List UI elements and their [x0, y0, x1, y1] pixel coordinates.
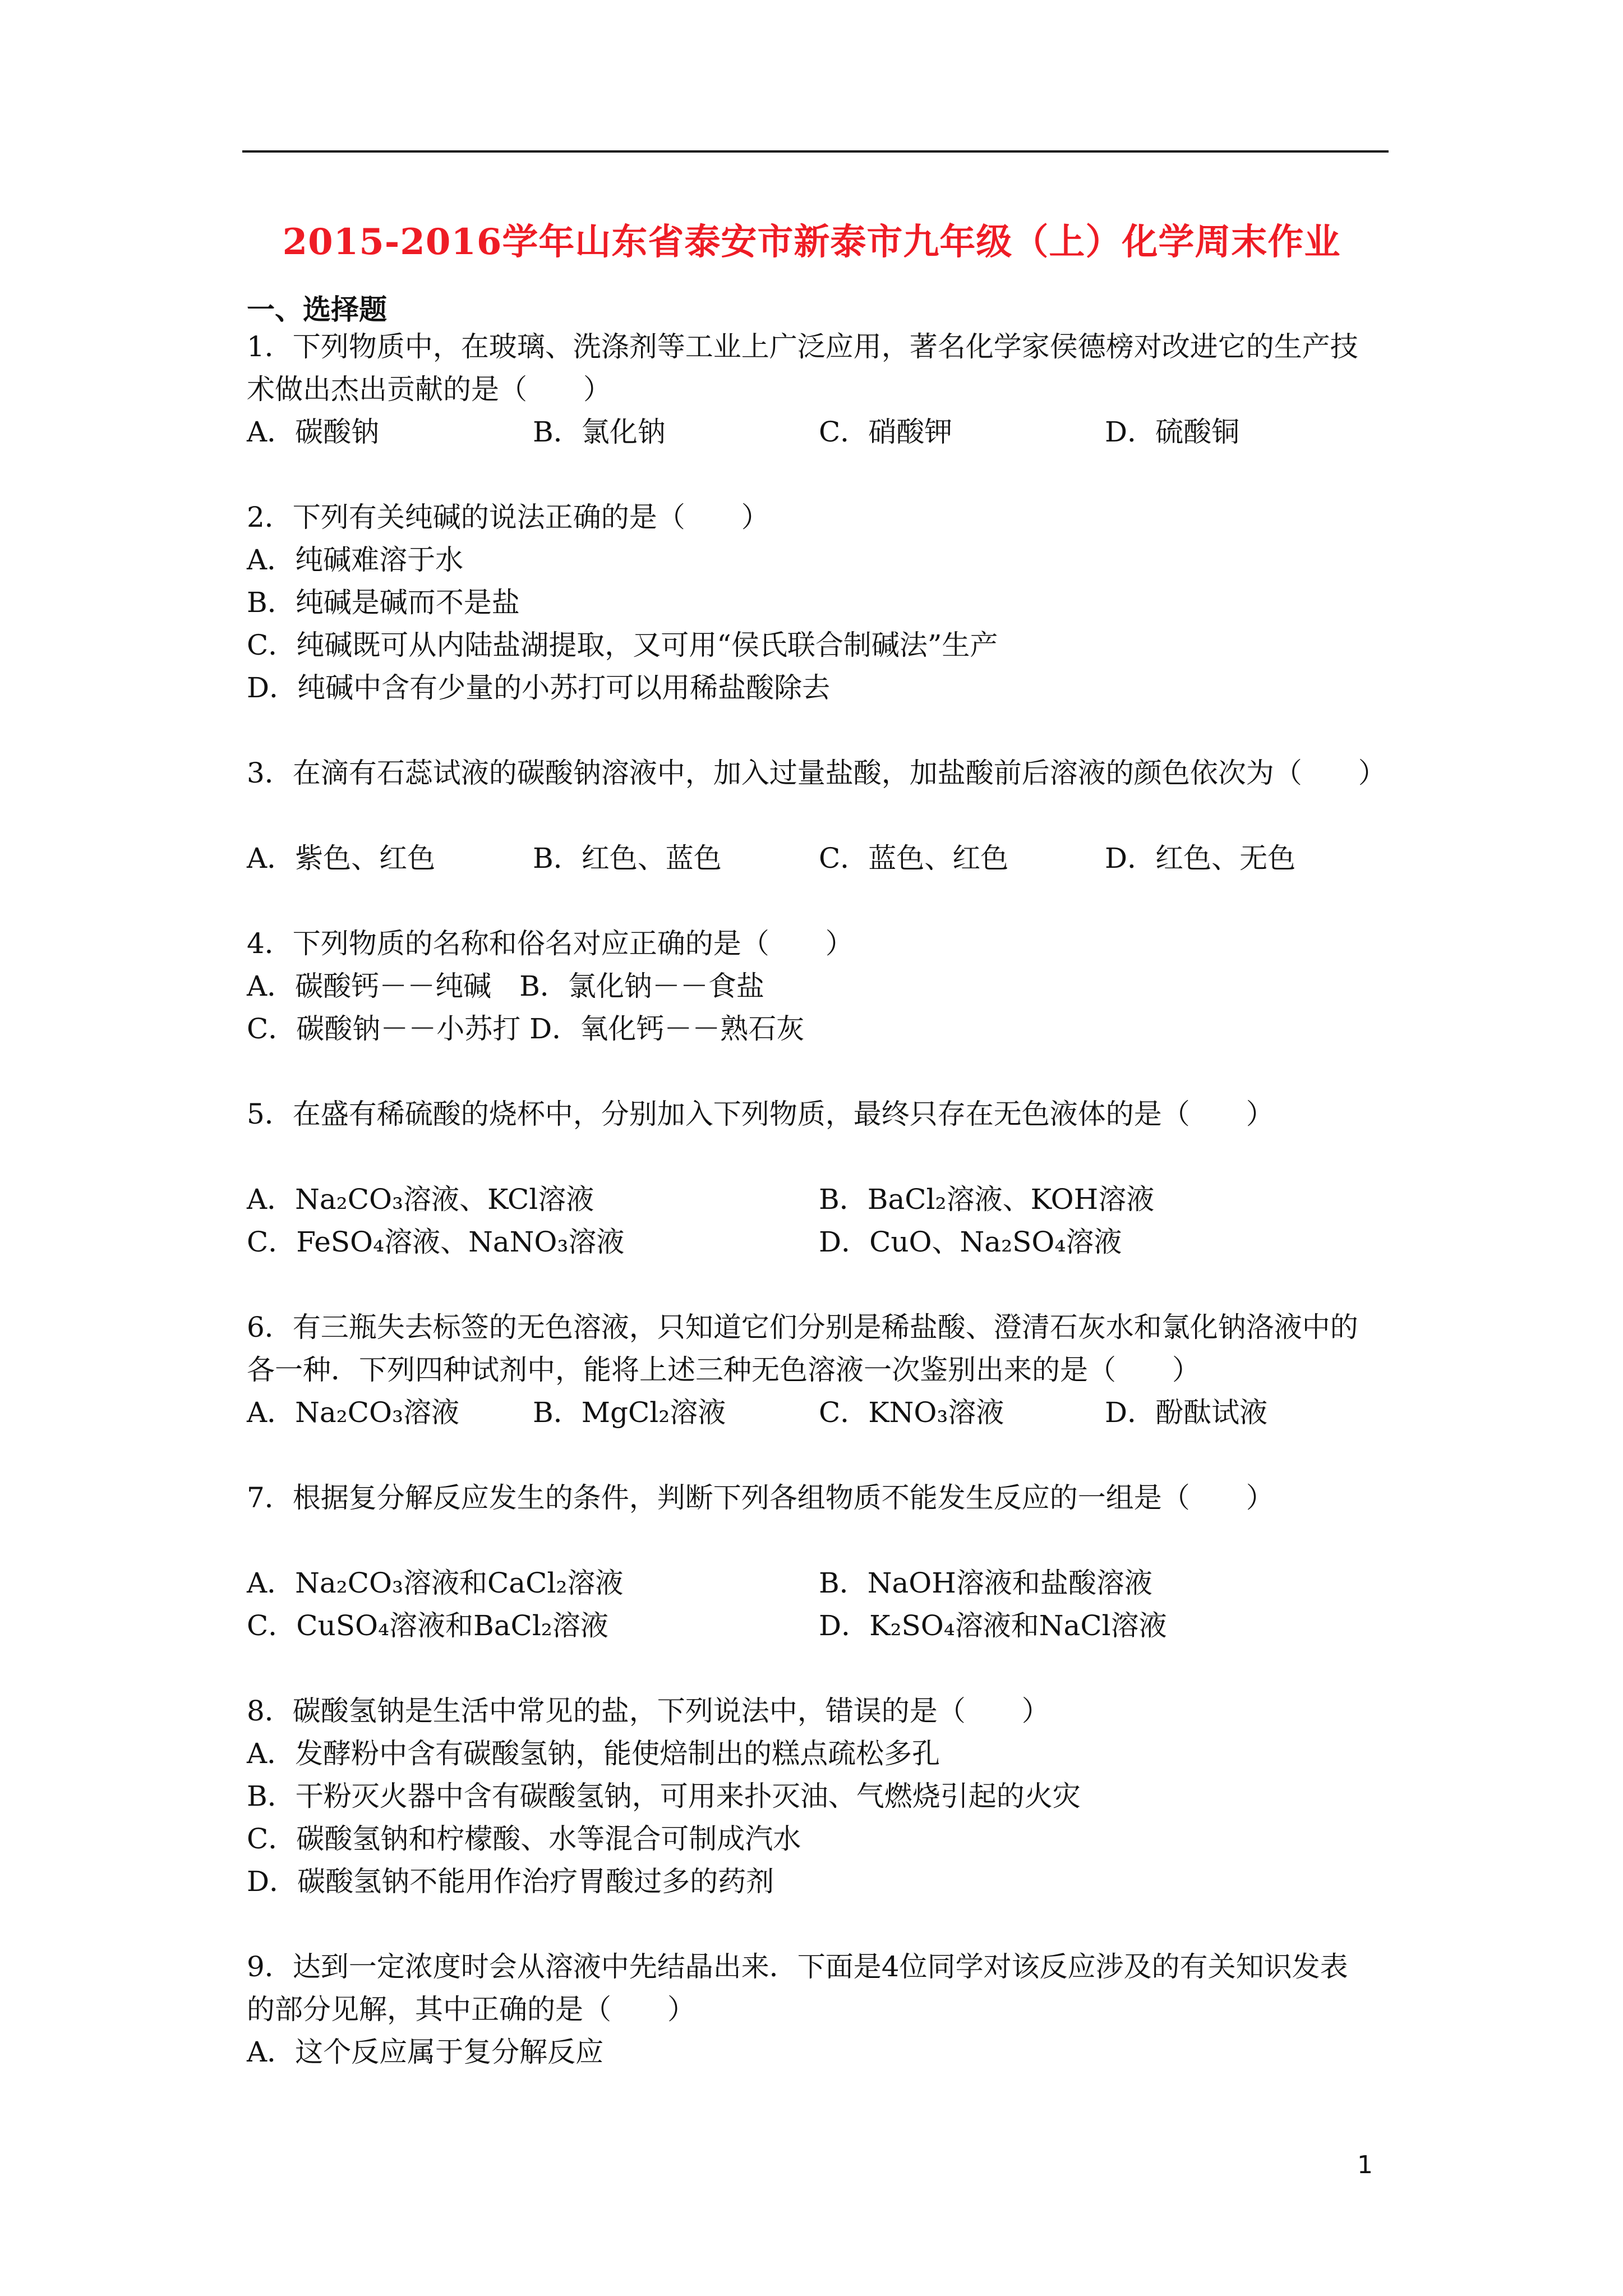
option-b[interactable]: B．纯碱是碱而不是盐 — [247, 586, 520, 619]
question-text: 的部分见解，其中正确的是（ ） — [247, 1993, 695, 2026]
option-d[interactable]: D．酚酞试液 — [1105, 1396, 1268, 1429]
question-6 — [247, 1306, 1391, 1434]
option-a[interactable]: A．Na₂CO₃溶液 — [247, 1396, 460, 1429]
question-text: 8．碳酸氢钠是生活中常见的盐，下列说法中，错误的是（ ） — [247, 1695, 1050, 1727]
option-c[interactable]: C．纯碱既可从内陆盐湖提取，又可用“侯氏联合制碱法”生产 — [247, 629, 998, 661]
question-7 — [247, 1476, 1391, 1647]
question-list — [247, 325, 1391, 2116]
page-title: 2015-2016学年山东省泰安市新泰市九年级（上）化学周末作业 — [282, 221, 1341, 263]
option-a[interactable]: A．紫色、红色 — [247, 842, 436, 875]
option-d[interactable]: D．CuO、Na₂SO₄溶液 — [819, 1226, 1122, 1258]
option-a[interactable]: A．这个反应属于复分解反应 — [247, 2036, 604, 2068]
question-3 — [247, 752, 1391, 880]
option-c[interactable]: C．FeSO₄溶液、NaNO₃溶液 — [247, 1226, 625, 1258]
option-c[interactable]: C．KNO₃溶液 — [819, 1396, 1004, 1429]
option-a[interactable]: A．纯碱难溶于水 — [247, 544, 464, 576]
option-b[interactable]: B．干粉灭火器中含有碳酸氢钠，可用来扑灭油、气燃烧引起的火灾 — [247, 1780, 1081, 1812]
question-text: 5．在盛有稀硫酸的烧杯中，分别加入下列物质，最终只存在无色液体的是（ ） — [247, 1098, 1274, 1130]
option-c[interactable]: C．CuSO₄溶液和BaCl₂溶液 — [247, 1609, 608, 1642]
question-text: 1．下列物质中，在玻璃、洗涤剂等工业上广泛应用，著名化学家侯德榜对改进它的生产技 — [247, 330, 1358, 363]
section-heading: 一、选择题 — [247, 293, 387, 326]
question-4 — [247, 922, 1391, 1050]
option-d[interactable]: D．碳酸氢钠不能用作治疗胃酸过多的药剂 — [247, 1865, 774, 1898]
options-row — [247, 1178, 1391, 1221]
question-1 — [247, 325, 1391, 453]
page-number: 1 — [1357, 2151, 1373, 2179]
option-a[interactable]: A．Na₂CO₃溶液和CaCl₂溶液 — [247, 1567, 624, 1599]
question-text: 术做出杰出贡献的是（ ） — [247, 373, 611, 406]
option-line[interactable]: C．碳酸钠－－小苏打 D．氧化钙－－熟石灰 — [247, 1013, 805, 1045]
question-text: 9．达到一定浓度时会从溶液中先结晶出来．下面是4位同学对该反应涉及的有关知识发表 — [247, 1950, 1348, 1983]
option-b[interactable]: B．NaOH溶液和盐酸溶液 — [819, 1567, 1152, 1599]
options-row — [247, 1604, 1391, 1647]
option-c[interactable]: C．碳酸氢钠和柠檬酸、水等混合可制成汽水 — [247, 1823, 801, 1855]
spacer — [247, 794, 1391, 837]
option-d[interactable]: D．硫酸铜 — [1105, 416, 1240, 448]
options-row — [247, 837, 1391, 880]
question-5 — [247, 1093, 1391, 1263]
question-2 — [247, 496, 1391, 709]
options-row — [247, 1562, 1391, 1604]
question-8 — [247, 1690, 1391, 1903]
option-b[interactable]: B．MgCl₂溶液 — [533, 1396, 726, 1429]
question-text: 7．根据复分解反应发生的条件，判断下列各组物质不能发生反应的一组是（ ） — [247, 1481, 1274, 1514]
option-c[interactable]: C．硝酸钾 — [819, 416, 953, 448]
options-row — [247, 1391, 1391, 1434]
question-text: 3．在滴有石蕊试液的碳酸钠溶液中，加入过量盐酸，加盐酸前后溶液的颜色依次为（ ） — [247, 757, 1386, 789]
option-d[interactable]: D．K₂SO₄溶液和NaCl溶液 — [819, 1609, 1167, 1642]
option-c[interactable]: C．蓝色、红色 — [819, 842, 1009, 875]
option-b[interactable]: B．红色、蓝色 — [533, 842, 722, 875]
spacer — [247, 1519, 1391, 1562]
option-b[interactable]: B．氯化钠 — [533, 416, 666, 448]
option-d[interactable]: D．纯碱中含有少量的小苏打可以用稀盐酸除去 — [247, 671, 831, 704]
option-a[interactable]: A．发酵粉中含有碳酸氢钠，能使焙制出的糕点疏松多孔 — [247, 1737, 940, 1770]
question-text: 6．有三瓶失去标签的无色溶液，只知道它们分别是稀盐酸、澄清石灰水和氯化钠洛液中的 — [247, 1311, 1358, 1343]
option-a[interactable]: A．Na₂CO₃溶液、KCl溶液 — [247, 1183, 594, 1216]
options-row — [247, 1221, 1391, 1263]
spacer — [247, 1135, 1391, 1178]
option-b[interactable]: B．BaCl₂溶液、KOH溶液 — [819, 1183, 1155, 1216]
option-line[interactable]: A．碳酸钙－－纯碱 B．氯化钠－－食盐 — [247, 970, 764, 1002]
question-text: 2．下列有关纯碱的说法正确的是（ ） — [247, 501, 769, 533]
question-text: 4．下列物质的名称和俗名对应正确的是（ ） — [247, 927, 854, 960]
option-a[interactable]: A．碳酸钠 — [247, 416, 380, 448]
question-text: 各一种．下列四种试剂中，能将上述三种无色溶液一次鉴别出来的是（ ） — [247, 1354, 1200, 1386]
question-9 — [247, 1945, 1391, 2073]
options-row — [247, 411, 1391, 453]
option-d[interactable]: D．红色、无色 — [1105, 842, 1296, 875]
header-rule — [242, 150, 1389, 153]
